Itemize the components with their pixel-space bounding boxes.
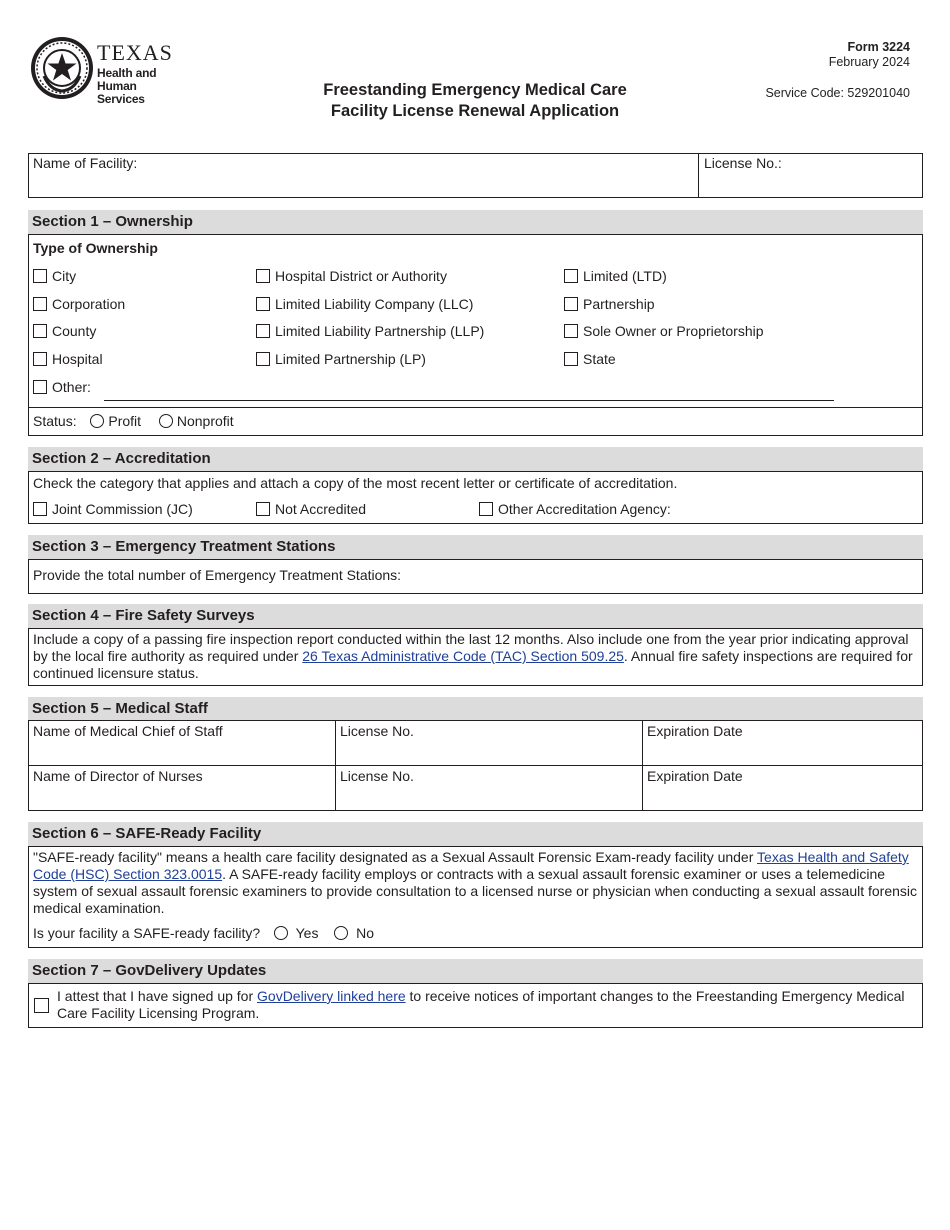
director-of-nurses-license-label: License No. xyxy=(340,768,414,784)
chief-of-staff-expiration-label: Expiration Date xyxy=(647,723,743,739)
section1-header: Section 1 – Ownership xyxy=(28,210,923,234)
director-of-nurses-license-input[interactable] xyxy=(340,787,636,807)
section5-header: Section 5 – Medical Staff xyxy=(28,697,923,721)
chief-of-staff-license-label: License No. xyxy=(340,723,414,739)
govdelivery-attest-checkbox[interactable] xyxy=(34,998,49,1013)
section7-box xyxy=(28,983,923,1028)
accreditation-option-label: Other Accreditation Agency: xyxy=(498,501,671,517)
ownership-option-corporation[interactable] xyxy=(33,296,125,312)
accreditation-option-not-accredited[interactable] xyxy=(256,501,366,517)
ownership-other-input[interactable] xyxy=(104,381,834,401)
form-title xyxy=(260,80,690,122)
ownership-option-label: Limited Liability Company (LLC) xyxy=(275,296,474,312)
status-option-label: Profit xyxy=(108,413,142,429)
section6-box xyxy=(28,846,923,948)
checkbox[interactable] xyxy=(256,502,270,516)
ownership-option-label: Limited Partnership (LP) xyxy=(275,351,426,367)
ownership-option-ltd[interactable] xyxy=(564,268,667,284)
ownership-option-llc[interactable] xyxy=(256,296,473,312)
checkbox[interactable] xyxy=(256,269,270,283)
ownership-option-hospital-district[interactable] xyxy=(256,268,447,284)
checkbox[interactable] xyxy=(33,352,47,366)
facility-license-label: License No.: xyxy=(704,155,782,171)
checkbox[interactable] xyxy=(33,297,47,311)
facility-info-box xyxy=(28,153,923,198)
ownership-option-label: State xyxy=(583,351,616,367)
checkbox[interactable] xyxy=(33,502,47,516)
status-option-profit[interactable] xyxy=(90,413,141,429)
form-info xyxy=(765,40,910,101)
facility-name-label: Name of Facility: xyxy=(33,155,138,171)
section4-header: Section 4 – Fire Safety Surveys xyxy=(28,604,923,628)
logo-state-text: TEXAS xyxy=(97,40,173,65)
facility-license-input[interactable] xyxy=(704,174,916,194)
logo-agency-line2: Services xyxy=(97,92,145,106)
ownership-option-label: Corporation xyxy=(52,296,126,312)
accreditation-other-input[interactable] xyxy=(679,500,917,520)
checkbox[interactable] xyxy=(256,297,270,311)
table-row-divider xyxy=(29,765,922,766)
ownership-other-label: Other: xyxy=(52,379,91,395)
medical-staff-table xyxy=(28,720,923,811)
ownership-option-state[interactable] xyxy=(564,351,616,367)
chief-of-staff-name-input[interactable] xyxy=(33,742,329,762)
checkbox[interactable] xyxy=(564,297,578,311)
govdelivery-link[interactable]: GovDelivery linked here xyxy=(257,988,406,1004)
ownership-option-county[interactable] xyxy=(33,323,96,339)
hsc-section-link[interactable]: Texas Health and Safety Code (HSC) Section 323.0015 xyxy=(33,849,909,882)
texas-seal-icon xyxy=(30,36,94,100)
ownership-option-other[interactable] xyxy=(33,379,91,395)
director-of-nurses-expiration-input[interactable] xyxy=(647,787,917,807)
section2-box xyxy=(28,471,923,524)
ownership-option-label: City xyxy=(52,268,77,284)
safe-ready-option-label: Yes xyxy=(295,925,319,941)
section3-box xyxy=(28,559,923,594)
ownership-option-hospital[interactable] xyxy=(33,351,103,367)
status-option-nonprofit[interactable] xyxy=(159,413,234,429)
checkbox[interactable] xyxy=(564,352,578,366)
section2-header: Section 2 – Accreditation xyxy=(28,447,923,471)
safe-ready-question-row xyxy=(33,925,374,941)
logo-agency-line1: Health and Human xyxy=(97,66,157,93)
checkbox[interactable] xyxy=(33,324,47,338)
service-code: Service Code: 529201040 xyxy=(765,86,910,100)
checkbox[interactable] xyxy=(256,352,270,366)
accreditation-instruction: Check the category that applies and attach a copy of the most recent letter or certificate of accreditation. xyxy=(33,475,678,491)
fire-safety-text xyxy=(33,631,921,682)
ownership-type-label: Type of Ownership xyxy=(33,240,158,256)
status-option-label: Nonprofit xyxy=(176,413,234,429)
status-divider xyxy=(29,407,922,408)
accreditation-option-jc[interactable] xyxy=(33,501,193,517)
section4-box xyxy=(28,628,923,686)
radio-button[interactable] xyxy=(274,926,288,940)
ownership-option-label: Partnership xyxy=(583,296,655,312)
ownership-option-lp[interactable] xyxy=(256,351,426,367)
director-of-nurses-expiration-label: Expiration Date xyxy=(647,768,743,784)
facility-name-input[interactable] xyxy=(33,174,693,194)
facility-divider xyxy=(698,154,699,197)
radio-button[interactable] xyxy=(90,414,104,428)
accreditation-option-label: Not Accredited xyxy=(275,501,367,517)
checkbox[interactable] xyxy=(256,324,270,338)
chief-of-staff-name-label: Name of Medical Chief of Staff xyxy=(33,723,223,739)
safe-ready-definition xyxy=(33,849,921,917)
director-of-nurses-name-input[interactable] xyxy=(33,787,329,807)
ownership-option-label: Hospital xyxy=(52,351,103,367)
safe-ready-question: Is your facility a SAFE-ready facility? xyxy=(33,925,261,941)
form-number: Form 3224 xyxy=(847,40,910,54)
form-title-line1: Freestanding Emergency Medical Care xyxy=(323,81,627,99)
safe-ready-text-end: . A SAFE-ready facility employs or contracts with a sexual assault forensic examiner or uses a telemedicine system of sexual assault forensic examiners to provide consultation to a licensed nurse or physician when conducting a sexual assault forensic medical examination. xyxy=(33,866,918,916)
tac-section-link[interactable]: 26 Texas Administrative Code (TAC) Section 509.25 xyxy=(302,648,624,664)
treatment-stations-input[interactable] xyxy=(409,566,909,586)
radio-button[interactable] xyxy=(159,414,173,428)
chief-of-staff-expiration-input[interactable] xyxy=(647,742,917,762)
fire-safety-text-end: . Annual fire safety inspections are required for continued licensure status. xyxy=(33,648,913,681)
checkbox[interactable] xyxy=(564,269,578,283)
section7-header: Section 7 – GovDelivery Updates xyxy=(28,959,923,983)
section3-header: Section 3 – Emergency Treatment Stations xyxy=(28,535,923,559)
fire-safety-text-start: Include a copy of a passing fire inspection report conducted within the last 12 months. Also include one from the year prior indicating approval by the local fire authority as required under xyxy=(33,631,909,664)
form-date: February 2024 xyxy=(828,55,910,69)
safe-ready-text-start: "SAFE-ready facility" means a health care facility designated as a Sexual Assault Forensic Exam-ready facility under xyxy=(33,849,758,865)
ownership-option-label: Sole Owner or Proprietorship xyxy=(583,323,764,339)
chief-of-staff-license-input[interactable] xyxy=(340,742,636,762)
ownership-option-label: Limited (LTD) xyxy=(583,268,667,284)
treatment-stations-label: Provide the total number of Emergency Treatment Stations: xyxy=(33,567,402,583)
safe-ready-option-label: No xyxy=(356,925,375,941)
ownership-option-label: Limited Liability Partnership (LLP) xyxy=(275,323,485,339)
director-of-nurses-name-label: Name of Director of Nurses xyxy=(33,768,203,784)
safe-ready-option-no[interactable] xyxy=(334,925,374,941)
govdelivery-text-end: to receive notices of important changes to the Freestanding Emergency Medical Care Facility Licensing Program. xyxy=(57,988,905,1021)
ownership-option-label: County xyxy=(52,323,97,339)
form-title-line2: Facility License Renewal Application xyxy=(330,102,620,120)
checkbox[interactable] xyxy=(33,380,47,394)
status-label: Status: xyxy=(33,413,77,429)
section1-box xyxy=(28,234,923,436)
checkbox[interactable] xyxy=(479,502,493,516)
radio-button[interactable] xyxy=(334,926,348,940)
status-row xyxy=(33,413,234,429)
govdelivery-attest-text xyxy=(57,988,919,1022)
section6-header: Section 6 – SAFE-Ready Facility xyxy=(28,822,923,846)
ownership-option-partnership[interactable] xyxy=(564,296,655,312)
ownership-option-sole-owner[interactable] xyxy=(564,323,764,339)
checkbox[interactable] xyxy=(33,269,47,283)
ownership-option-city[interactable] xyxy=(33,268,76,284)
ownership-option-label: Hospital District or Authority xyxy=(275,268,447,284)
govdelivery-text-start: I attest that I have signed up for xyxy=(57,988,258,1004)
ownership-option-llp[interactable] xyxy=(256,323,484,339)
accreditation-option-label: Joint Commission (JC) xyxy=(52,501,193,517)
safe-ready-option-yes[interactable] xyxy=(274,925,318,941)
accreditation-option-other[interactable] xyxy=(479,501,671,517)
checkbox[interactable] xyxy=(564,324,578,338)
texas-hhs-logo xyxy=(30,36,195,106)
